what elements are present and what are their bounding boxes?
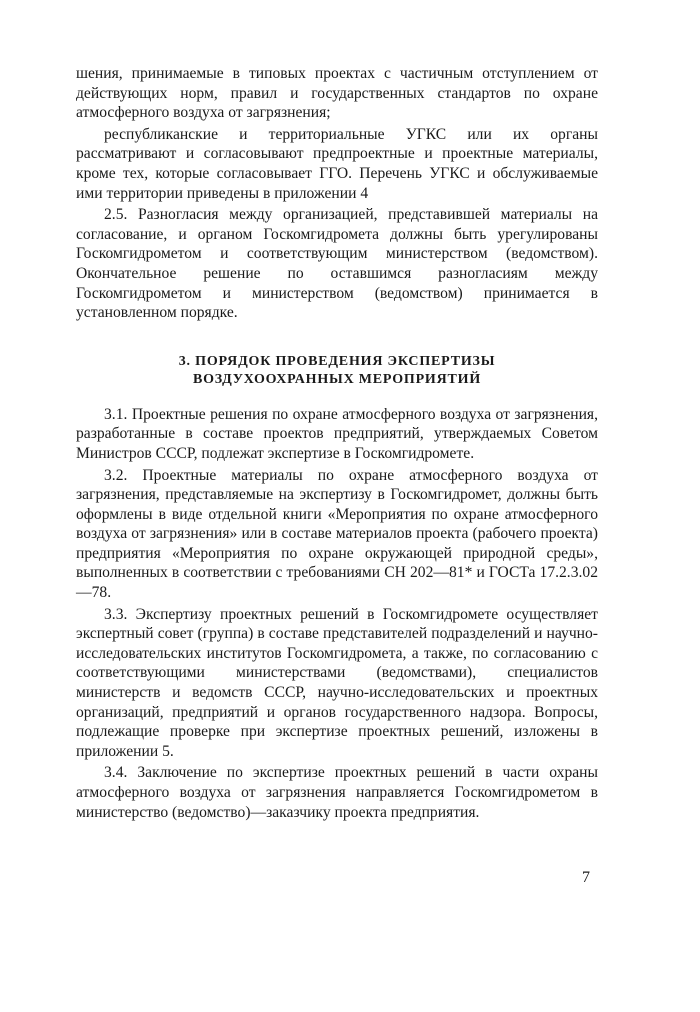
paragraph-ugks: республиканские и территориальные УГКС или их органы рассматривают и согласовывают предпроектные и проектные материалы, кроме тех, которые согласовывает ГГО. Перечень УГКС и обслуживаемые ими территории приведены в приложении 4 bbox=[76, 125, 598, 202]
paragraph-2-5: 2.5. Разногласия между организацией, представившей материалы на согласование, и органом Госкомгидромета должны быть урегулированы Госкомгидрометом и соответствующим министерством (ведомством). Окончательное решение по оставшимся разногласиям между Госкомгидрометом и министерством (ведомством) принимается в установленном порядке. bbox=[76, 206, 598, 322]
section-heading bbox=[76, 353, 598, 389]
paragraph-3-2: 3.2. Проектные материалы по охране атмосферного воздуха от загрязнения, представляемые на экспертизу в Госкомгидромет, должны быть оформлены в виде отдельной книги «Мероприятия по охране атмосферного воздуха от загрязнения» или в составе материалов проекта (рабочего проекта) предприятия «Мероприятия по охране окружающей природной среды», выполненных в соответствии с требованиями СН 202—81* и ГОСТа 17.2.3.02—78. bbox=[76, 466, 598, 602]
paragraph-3-4: 3.4. Заключение по экспертизе проектных решений в части охраны атмосферного воздуха от загрязнения направляется Госкомгидрометом в министерство (ведомство)—заказчику проекта предприятия. bbox=[76, 764, 598, 821]
section-heading-line1: 3. ПОРЯДОК ПРОВЕДЕНИЯ ЭКСПЕРТИЗЫ bbox=[178, 353, 496, 369]
page-number: 7 bbox=[582, 869, 590, 886]
paragraph-3-3: 3.3. Экспертизу проектных решений в Госкомгидромете осуществляет экспертный совет (группа) в составе представителей подразделений и научно-исследовательских институтов Госкомгидромета, а также, по согласованию с соответствующими министерствами (ведомствами), специалистов министерств и ведомств СССР, научно-исследовательских и проектных организаций, предприятий и органов государственного надзора. Вопросы, подлежащие проверке при экспертизе проектных решений, изложены в приложении 5. bbox=[76, 605, 598, 760]
paragraph-continuation: шения, принимаемые в типовых проектах с частичным отступлением от действующих норм, правил и государственных стандартов по охране атмосферного воздуха от загрязнения; bbox=[76, 65, 598, 122]
section-heading-line2: ВОЗДУХООХРАННЫХ МЕРОПРИЯТИЙ bbox=[192, 371, 482, 387]
document-page bbox=[76, 64, 598, 822]
paragraph-3-1: 3.1. Проектные решения по охране атмосферного воздуха от загрязнения, разработанные в составе проектов предприятий, утверждаемых Советом Министров СССР, подлежат экспертизе в Госкомгидромете. bbox=[76, 405, 598, 462]
